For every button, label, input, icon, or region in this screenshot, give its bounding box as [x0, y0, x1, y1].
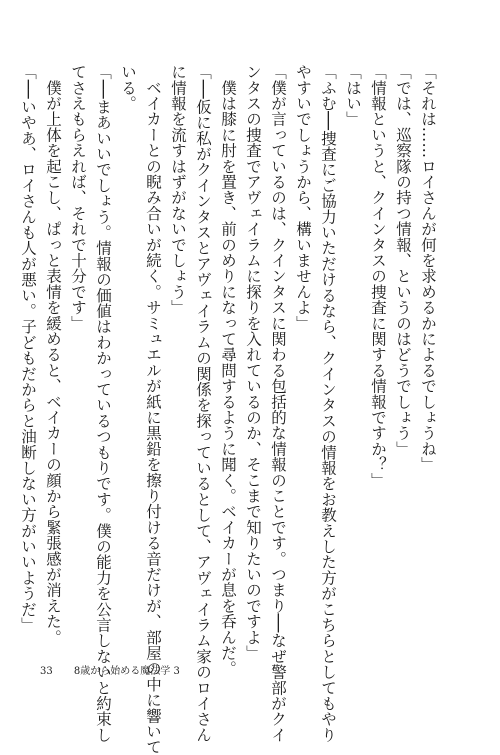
- text-line: に情報を流すはずがないでしょう」: [169, 64, 187, 316]
- text-line: 「情報というと、クインタスの捜査に関する情報ですか？」: [369, 64, 387, 488]
- page-footer: [40, 662, 180, 677]
- text-line: 「──仮に私がクインタスとアヴェイラムの関係を探っているとして、アヴェイラム家のロイさん: [194, 64, 212, 743]
- text-line: やすいでしょうから、構いませんよ」: [294, 64, 312, 331]
- text-line: いる。: [119, 64, 137, 112]
- text-line: 「はい」: [344, 64, 362, 127]
- text-line: 「──いやあ、ロイさんも人が悪い。子どもだからと油断しない方がいいようだ」: [19, 64, 37, 633]
- text-line: てさえもらえれば、それで十分です」: [69, 64, 87, 331]
- text-line: 「──まあいいでしょう。情報の価値はわかっているつもりです。僕の能力を公言しないと約束し: [94, 64, 112, 743]
- text-line: ベイカーとの睨み合いが続く。サミュエルが紙に黒鉛を擦り付ける音だけが、部屋の中に響いて: [144, 64, 162, 755]
- page-number: 33: [40, 666, 53, 677]
- text-line: 「では、巡察隊の持つ情報、というのはどうでしょう」: [394, 64, 412, 457]
- text-line: 「それは……ロイさんが何を求めるかによるでしょうね」: [419, 64, 437, 473]
- book-title: 8歳から始める魔法学 3: [73, 666, 180, 677]
- text-line: 「僕が言っているのは、クインタスに関わる包括的な情報のことです。つまり──なぜ警部がクイ: [269, 64, 287, 743]
- text-line: 僕は膝に肘を置き、前のめりになって尋問するように聞く。ベイカーが息を呑んだ。: [219, 64, 237, 677]
- text-line: 僕が上体を起こし、ぱっと表情を緩めると、ベイカーの顔から緊張感が消えた。: [44, 64, 62, 645]
- text-line: 「ふむ──捜査にご協力いただけるなら、クインタスの情報をお教えした方がこちらとしてもやり: [319, 64, 337, 743]
- text-line: ンタスの捜査でアヴェイラムに探りを入れているのか、そこまで知りたいのですよ」: [244, 64, 262, 661]
